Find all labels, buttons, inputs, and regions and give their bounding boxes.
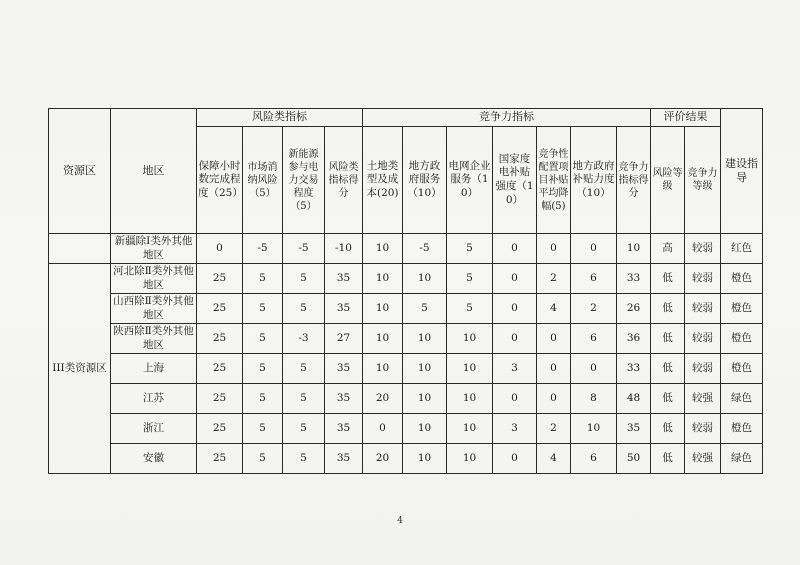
value-cell: 5	[447, 264, 493, 294]
value-cell: 0	[571, 234, 617, 264]
value-cell: 4	[537, 294, 571, 324]
evaluation-table	[48, 108, 763, 474]
value-cell: 10	[447, 384, 493, 414]
value-cell: 25	[197, 354, 243, 384]
header-land-cost: 土地类型及成本(20)	[363, 127, 403, 234]
region-cell: 山西除Ⅱ类外其他地区	[111, 294, 197, 324]
value-cell: 0	[493, 444, 537, 474]
value-cell: 0	[537, 384, 571, 414]
value-cell: 50	[617, 444, 651, 474]
header-local-subsidy: 地方政府补贴力度（10）	[571, 127, 617, 234]
value-cell: 10	[617, 234, 651, 264]
table-row	[49, 324, 763, 354]
table-row	[49, 384, 763, 414]
value-cell: 10	[363, 354, 403, 384]
table-row	[49, 234, 763, 264]
value-cell: 5	[243, 354, 283, 384]
value-cell: 5	[283, 384, 325, 414]
value-cell: 5	[447, 294, 493, 324]
value-cell: 10	[447, 324, 493, 354]
value-cell: 5	[243, 444, 283, 474]
table-row	[49, 444, 763, 474]
value-cell: 36	[617, 324, 651, 354]
group-header-row	[49, 109, 763, 127]
value-cell: 6	[571, 444, 617, 474]
value-cell: -5	[403, 234, 447, 264]
header-competitiveness-score: 竞争力指标得分	[617, 127, 651, 234]
value-cell: 35	[325, 354, 363, 384]
value-cell: 35	[325, 384, 363, 414]
value-cell: 较弱	[685, 414, 721, 444]
value-cell: 3	[493, 414, 537, 444]
value-cell: 5	[243, 414, 283, 444]
value-cell: 5	[283, 444, 325, 474]
value-cell: 较强	[685, 444, 721, 474]
region-cell: 新疆除Ⅰ类外其他地区	[111, 234, 197, 264]
header-national-subsidy: 国家度电补贴强度（10）	[493, 127, 537, 234]
header-risk-level: 风险等级	[651, 127, 685, 234]
value-cell: 2	[537, 414, 571, 444]
value-cell: 35	[325, 444, 363, 474]
value-cell: 0	[493, 384, 537, 414]
value-cell: 0	[537, 234, 571, 264]
value-cell: 5	[243, 384, 283, 414]
value-cell: 较弱	[685, 264, 721, 294]
value-cell: 5	[283, 294, 325, 324]
value-cell: 低	[651, 354, 685, 384]
value-cell: 0	[493, 324, 537, 354]
value-cell: 较强	[685, 384, 721, 414]
resource-area-cell	[49, 234, 111, 264]
value-cell: 0	[493, 234, 537, 264]
resource-area-iii: III类资源区	[49, 264, 111, 474]
value-cell: 5	[283, 264, 325, 294]
header-market-risk: 市场消纳风险（5）	[243, 127, 283, 234]
table-row	[49, 294, 763, 324]
value-cell: 4	[537, 444, 571, 474]
group-risk-indicators: 风险类指标	[197, 109, 363, 127]
value-cell: 6	[571, 324, 617, 354]
value-cell: 绿色	[721, 444, 763, 474]
header-risk-score: 风险类指标得分	[325, 127, 363, 234]
header-construction-guidance: 建设指导	[721, 109, 763, 234]
value-cell: 低	[651, 294, 685, 324]
value-cell: 25	[197, 294, 243, 324]
value-cell: 5	[243, 294, 283, 324]
value-cell: -3	[283, 324, 325, 354]
value-cell: 10	[363, 294, 403, 324]
value-cell: 10	[447, 414, 493, 444]
header-resource-area: 资源区	[49, 109, 111, 234]
value-cell: 低	[651, 324, 685, 354]
value-cell: -5	[283, 234, 325, 264]
value-cell: 25	[197, 444, 243, 474]
value-cell: 5	[283, 354, 325, 384]
header-region: 地区	[111, 109, 197, 234]
value-cell: 较弱	[685, 294, 721, 324]
region-cell: 河北除Ⅱ类外其他地区	[111, 264, 197, 294]
value-cell: 较弱	[685, 354, 721, 384]
value-cell: 2	[571, 294, 617, 324]
value-cell: 35	[325, 264, 363, 294]
value-cell: 10	[447, 354, 493, 384]
value-cell: 10	[403, 444, 447, 474]
value-cell: 27	[325, 324, 363, 354]
value-cell: 0	[537, 354, 571, 384]
value-cell: 0	[493, 264, 537, 294]
value-cell: 48	[617, 384, 651, 414]
value-cell: 红色	[721, 234, 763, 264]
value-cell: 35	[325, 414, 363, 444]
value-cell: 10	[363, 234, 403, 264]
value-cell: 0	[493, 294, 537, 324]
value-cell: 8	[571, 384, 617, 414]
table-row	[49, 264, 763, 294]
value-cell: 低	[651, 384, 685, 414]
value-cell: 0	[537, 324, 571, 354]
value-cell: 10	[403, 384, 447, 414]
region-cell: 上海	[111, 354, 197, 384]
value-cell: 橙色	[721, 414, 763, 444]
value-cell: 10	[403, 354, 447, 384]
value-cell: 10	[403, 414, 447, 444]
value-cell: 5	[447, 234, 493, 264]
value-cell: 高	[651, 234, 685, 264]
value-cell: 绿色	[721, 384, 763, 414]
value-cell: 33	[617, 264, 651, 294]
value-cell: 20	[363, 444, 403, 474]
table-row	[49, 414, 763, 444]
value-cell: 橙色	[721, 294, 763, 324]
value-cell: 10	[403, 324, 447, 354]
table-row	[49, 354, 763, 384]
value-cell: 33	[617, 354, 651, 384]
value-cell: 10	[363, 264, 403, 294]
page-number: 4	[397, 516, 403, 526]
value-cell: 35	[325, 294, 363, 324]
value-cell: -10	[325, 234, 363, 264]
value-cell: 5	[243, 324, 283, 354]
header-grid-service: 电网企业服务（10）	[447, 127, 493, 234]
header-local-gov-service: 地方政府服务（10）	[403, 127, 447, 234]
value-cell: 低	[651, 414, 685, 444]
value-cell: 橙色	[721, 354, 763, 384]
value-cell: 25	[197, 414, 243, 444]
value-cell: 6	[571, 264, 617, 294]
value-cell: 10	[571, 414, 617, 444]
region-cell: 安徽	[111, 444, 197, 474]
group-competitiveness-indicators: 竞争力指标	[363, 109, 651, 127]
header-subsidy-decline: 竞争性配置项目补贴平均降幅(5)	[537, 127, 571, 234]
value-cell: 25	[197, 264, 243, 294]
region-cell: 江苏	[111, 384, 197, 414]
value-cell: 较弱	[685, 324, 721, 354]
value-cell: 3	[493, 354, 537, 384]
value-cell: 较弱	[685, 234, 721, 264]
value-cell: 25	[197, 384, 243, 414]
value-cell: 35	[617, 414, 651, 444]
region-cell: 陕西除Ⅱ类外其他地区	[111, 324, 197, 354]
value-cell: 25	[197, 324, 243, 354]
value-cell: 5	[403, 294, 447, 324]
header-power-trading: 新能源参与电力交易程度（5）	[283, 127, 325, 234]
value-cell: 10	[403, 264, 447, 294]
value-cell: 2	[537, 264, 571, 294]
value-cell: 5	[243, 264, 283, 294]
value-cell: -5	[243, 234, 283, 264]
value-cell: 橙色	[721, 324, 763, 354]
value-cell: 20	[363, 384, 403, 414]
value-cell: 低	[651, 264, 685, 294]
value-cell: 0	[197, 234, 243, 264]
value-cell: 橙色	[721, 264, 763, 294]
region-cell: 浙江	[111, 414, 197, 444]
header-competitiveness-level: 竞争力等级	[685, 127, 721, 234]
group-evaluation-result: 评价结果	[651, 109, 721, 127]
value-cell: 0	[571, 354, 617, 384]
header-guaranteed-hours: 保障小时数完成程度（25）	[197, 127, 243, 234]
value-cell: 10	[363, 324, 403, 354]
value-cell: 0	[363, 414, 403, 444]
value-cell: 低	[651, 444, 685, 474]
value-cell: 10	[447, 444, 493, 474]
value-cell: 26	[617, 294, 651, 324]
value-cell: 5	[283, 414, 325, 444]
